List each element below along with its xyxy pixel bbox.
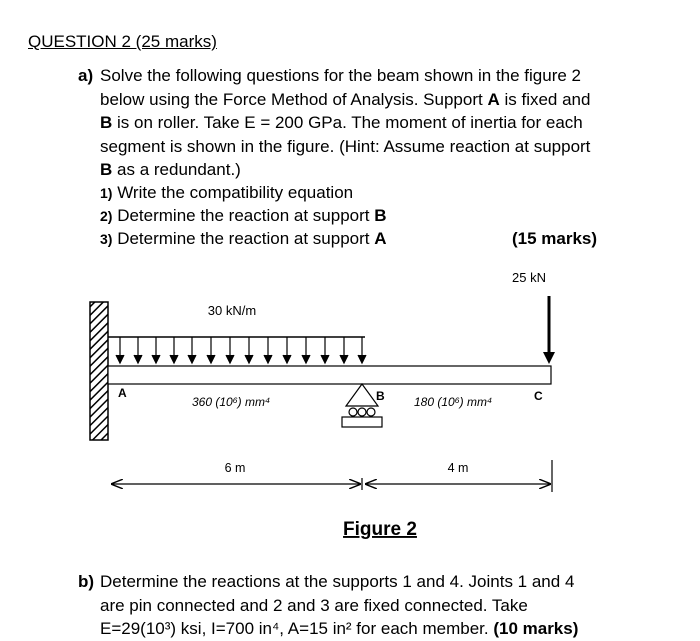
distributed-load-label: 30 kN/m <box>207 303 257 318</box>
part-a-line-2: below using the Force Method of Analysis. Support A is fixed and <box>100 89 591 109</box>
part-a-marks: (15 marks) <box>512 229 598 248</box>
distributed-load <box>108 337 366 363</box>
item-1: 1) Write the compatibility equation <box>100 183 354 202</box>
node-b-label: B <box>376 389 385 403</box>
inertia-bc-label: 180 (10⁶) mm⁴ <box>414 395 493 409</box>
part-a-label: a) <box>78 66 94 85</box>
beam-body <box>108 366 551 384</box>
part-b-marks: (10 marks) <box>493 619 579 638</box>
item-3: 3) Determine the reaction at support A <box>100 229 387 248</box>
support-a-ref: A <box>487 89 500 109</box>
part-b-line-3: E=29(10³) ksi, I=700 in⁴, A=15 in² for each member. (10 marks) <box>100 619 579 638</box>
node-a-label: A <box>118 386 127 400</box>
figure-caption: Figure 2 <box>343 519 417 540</box>
dimension-line <box>112 460 552 492</box>
point-load-label: 25 kN <box>512 270 546 285</box>
part-a-line-4: segment is shown in the figure. (Hint: Assume reaction at support <box>100 136 591 156</box>
question-title: QUESTION 2 (25 marks) <box>28 32 217 51</box>
part-a-line-3: B is on roller. Take E = 200 GPa. The moment of inertia for each <box>100 113 583 132</box>
span-bc-label: 4 m <box>447 461 469 475</box>
span-ab-label: 6 m <box>224 461 246 475</box>
inertia-ab-label: 360 (10⁶) mm⁴ <box>192 395 271 409</box>
part-b-line-2: are pin connected and 2 and 3 are fixed connected. Take <box>100 596 528 615</box>
redundant-b-ref: B <box>100 160 113 179</box>
node-c-label: C <box>534 389 543 403</box>
beam-figure <box>0 260 700 550</box>
fixed-support-a <box>90 302 108 440</box>
part-a-line-5: B as a redundant.) <box>100 160 241 179</box>
support-b-ref: B <box>100 113 113 132</box>
point-load-arrow <box>543 296 555 364</box>
part-b-label: b) <box>78 572 95 591</box>
part-a-line-1: Solve the following questions for the beam shown in the figure 2 <box>100 66 582 85</box>
part-b-line-1: Determine the reactions at the supports 1 and 4. Joints 1 and 4 <box>100 572 575 591</box>
item-2: 2) Determine the reaction at support B <box>100 206 387 225</box>
